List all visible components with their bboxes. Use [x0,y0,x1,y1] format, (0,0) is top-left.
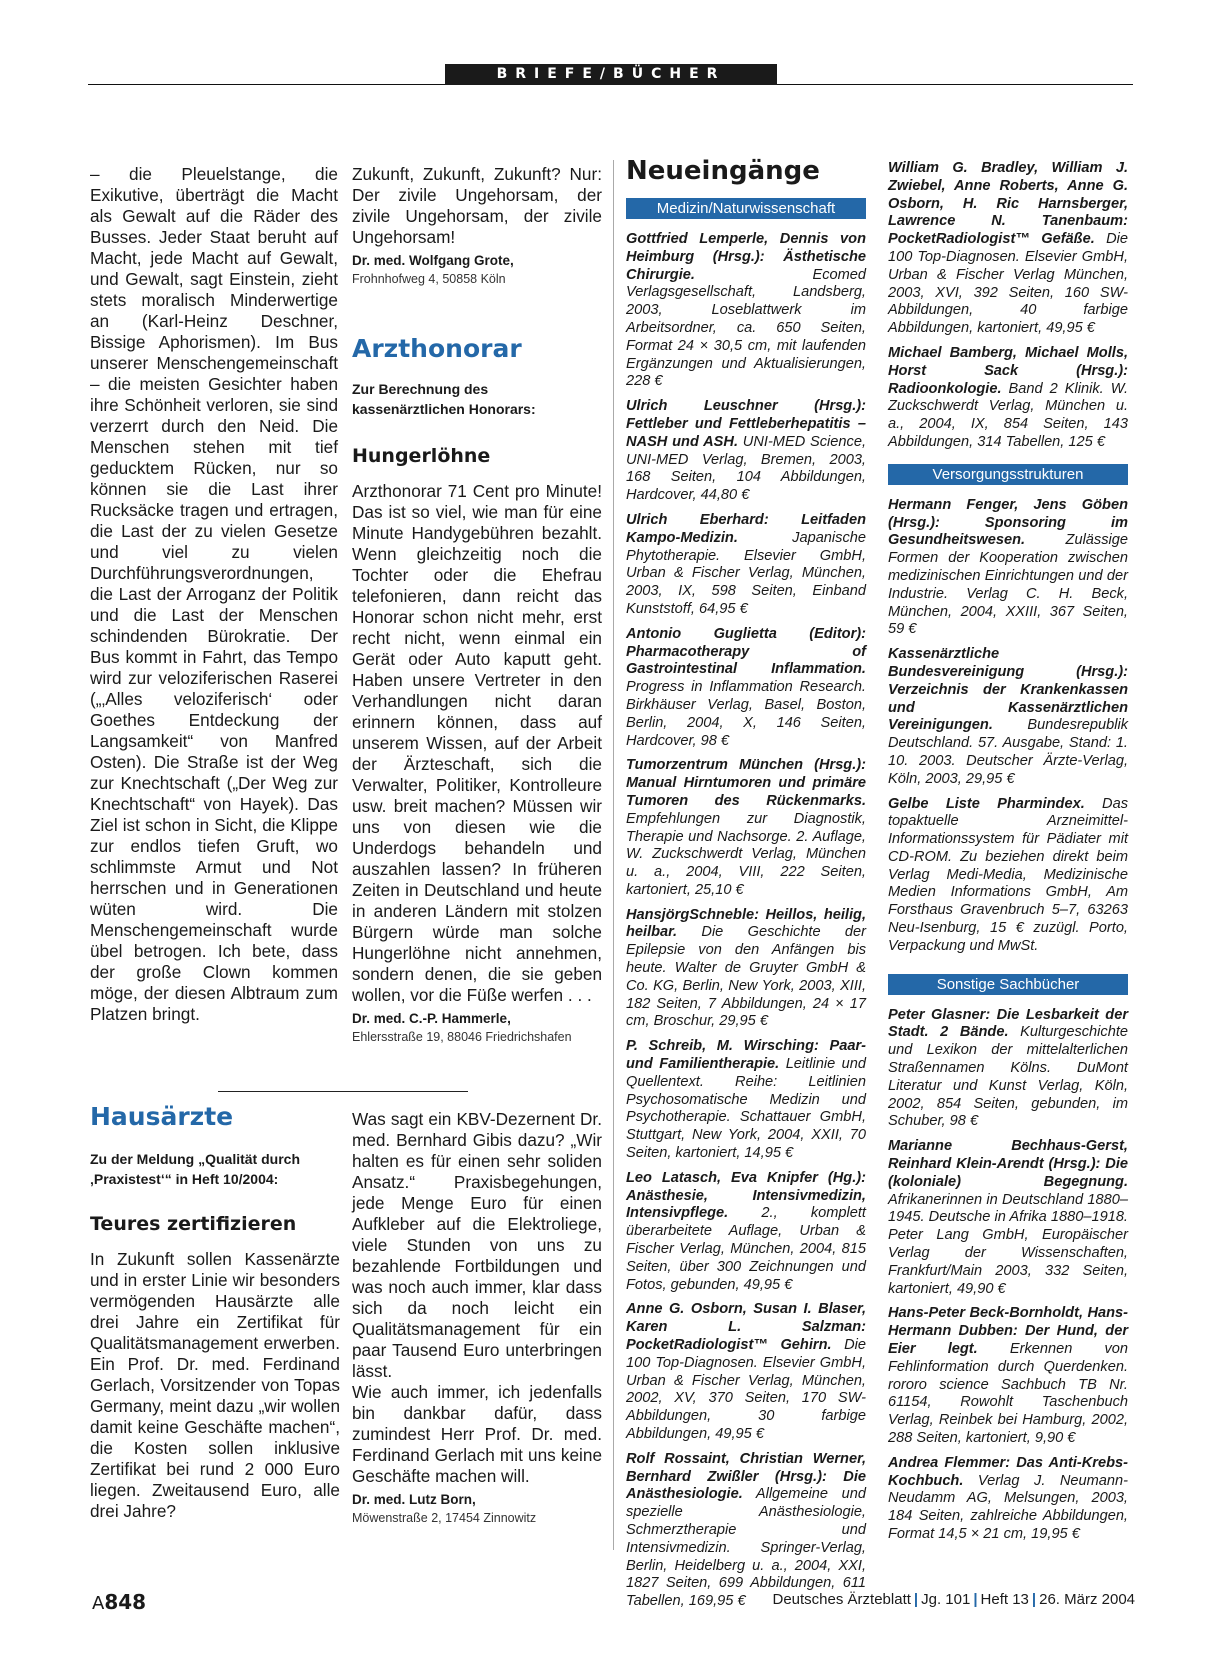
book-details: Afrikanerinnen in Deutschland 1880–1945. Deutsche in Afrika 1880–1918. Peter Lang GmbH, Europäischer Verlag der Wissenschaften, Frankfurt/Main 2003, 332 Seiten, kartoniert, 49,90 € [888,1191,1128,1297]
journal-footer [755,1591,1135,1608]
letter-column-1 [90,164,338,1064]
book-entry [888,345,1128,452]
book-author-title: HansjörgSchneble: Heillos, heilig, heilbar. [626,906,866,941]
signature-name: Dr. med. Lutz Born, [352,1492,476,1507]
letter-headline: Hungerlöhne [352,445,491,467]
page-num: 848 [104,1590,147,1614]
book-author-title: Gelbe Liste Pharmindex. [888,795,1085,812]
category-label: Versorgungsstrukturen [888,464,1128,485]
page-number [92,1590,146,1614]
journal-issue: Heft 13 [980,1591,1029,1608]
book-details: UNI-MED Science, UNI-MED Verlag, Bremen, 2003, 168 Seiten, 104 Abbildungen, Hardcover, 44,80 € [626,433,866,504]
book-list [888,497,1128,956]
book-entry [888,1305,1128,1447]
book-details: Das topaktuelle Arzneimittel-Informationssystem für Pädiater mit CD-ROM. Zu beziehen direkt beim Verlag Medi-Media, Medizinische Medien Informations GmbH, Am Forsthaus Gravenbruch 5–7, 63263 Neu-Isenburg, 15 € zuzügl. Porto, Verpackung und MwSt. [888,795,1128,954]
letter-text: In Zukunft sollen Kassenärzte und in erster Linie wir besonders vermögenden Hausärzte alle drei Jahre ein Zertifikat für Qualitätsmanagement erwerben. Ein Prof. Dr. med. Ferdinand Gerlach, Vorsitzender von Topas Germany, meint dazu „wir wollen damit keine Geschäfte machen“, die Kosten sollen inklusive Zertifikat bei rund 2 000 Euro liegen. Zweitausend Euro, alle drei Jahre? [90,1249,340,1521]
letter-text: Was sagt ein KBV-Dezernent Dr. med. Bernhard Gibis dazu? „Wir halten es für einen sehr soliden Ansatz.“ Praxisbegehungen, jede Menge Euro für einen Aufkleber auf die Elektroliege, viele Stunden von uns zu bezahlende Fortbildungen und was noch auch immer, klar dass sich da noch leicht ein Qualitätsmanagement für ein paar Tausend Euro unterbringen lässt. [352,1109,602,1381]
book-details: Ecomed Verlagsgesellschaft, Landsberg, 2003, Loseblattwerk im Arbeitsordner, ca. 650 Seiten, Format 24 × 30,5 cm, mit laufenden Ergänzungen und Aktualisierungen, 228 € [626,266,866,390]
neueingaenge-title: Neueingänge [626,156,820,186]
book-entry [888,497,1128,639]
book-details: Empfehlungen zur Diagnostik, Therapie und Nachsorge. 2. Auflage, W. Zuckschwerdt Verlag, München u. a., 2004, VIII, 222 Seiten, kartoniert, 25,10 € [626,810,866,898]
book-author-title: Anne G. Osborn, Susan I. Blaser, Karen L. Salzman: PocketRadiologist™ Gehirn. [626,1301,866,1354]
book-entry [888,646,1128,788]
book-details: Die 100 Top-Diagnosen. Elsevier GmbH, Urban & Fischer Verlag München, 2003, XVI, 392 Seiten, 160 SW-Abbildungen, 40 farbige Abbildungen, kartoniert, 49,95 € [888,231,1128,337]
book-entry [626,1301,866,1443]
section-title: Hausärzte [90,1102,234,1131]
book-entry [626,398,866,505]
book-author-title: Michael Bamberg, Michael Molls, Horst Sack (Hrsg.): Radioonkologie. [888,344,1128,397]
book-author-title: Hermann Fenger, Jens Göben (Hrsg.): Sponsoring im Gesundheitswesen. [888,496,1128,549]
book-entry [626,907,866,1032]
signature-address: Möwenstraße 2, 17454 Zinnowitz [352,1511,537,1525]
separator: | [973,1591,978,1608]
category-label: Sonstige Sachbücher [888,974,1128,995]
hausaerzte-column-1 [90,1102,340,1552]
book-details: Verlag J. Neumann-Neudamm AG, Melsungen, 2003, 184 Seiten, zahlreiche Abbildungen, Format 14,5 × 21 cm, 19,95 € [888,1472,1128,1542]
letter-text: Arzthonorar 71 Cent pro Minute! Das ist so viel, wie man für eine Minute Handygebühren bezahlt. Wenn gleichzeitig noch die Tochter oder die Ehefrau telefonieren, dann reicht das Honorar schon nicht mehr, erst recht nicht, wenn einmal ein Gerät oder Auto kaputt geht. Haben unsere Vertreter in den Verhandlungen nicht daran erinnern können, dass auf unserem Wissen, auf der Arbeit der Ärzteschaft, sich die Verwalter, Politiker, Kontrolleure usw. breit machen? Müssen wir uns von diesen wie die Underdogs behandeln und auszahlen lassen? In früheren Zeiten in Deutschland und heute in anderen Ländern mit stolzen Bürgern würde man solche Hungerlöhne nicht annehmen, sondern denen, die sie geben wollen, vor die Füße werfen . . . [352,481,602,1005]
book-list [626,231,866,1611]
letter-text: Zukunft, Zukunft, Zukunft? Nur: Der zivile Ungehorsam, der zivile Ungehorsam, der zivile Ungehorsam! [352,164,602,247]
section-header: BRIEFE/BÜCHER [445,64,777,85]
journal-volume: Jg. 101 [921,1591,971,1608]
journal-date: 26. März 2004 [1039,1591,1135,1608]
book-author-title: Ulrich Leuschner (Hrsg.): Fettleber und Fettleberhepatitis – NASH und ASH. [626,398,866,450]
book-author-title: P. Schreib, M. Wirsching: Paar- und Familientherapie. [626,1038,866,1073]
book-author-title: Ulrich Eberhard: Leitfaden Kampo-Medizin. [626,511,866,546]
book-details: Kulturgeschichte und Lexikon der mittelalterlichen Straßennamen Kölns. DuMont Literatur und Kunst Verlag, Köln, 2002, 854 Seiten, gebunden, im Schuber, 98 € [888,1024,1129,1130]
book-details: Erkennen von Fehlinformation durch Querdenken. rororo science Sachbuch TB Nr. 61154, Rowohlt Taschenbuch Verlag, Reinbek bei Hamburg, 2002, 288 Seiten, kartoniert, 9,90 € [888,1341,1128,1446]
book-entry [888,160,1128,338]
book-details: Bundesrepublik Deutschland. 57. Ausgabe, Stand: 1. 10. 2003. Deutscher Ärzte-Verlag, Köln, 2003, 29,95 € [888,717,1128,787]
signature-name: Dr. med. C.-P. Hammerle, [352,1011,511,1026]
arzthonorar-section [352,334,602,1046]
signature-address: Ehlersstraße 19, 88046 Friedrichshafen [352,1030,572,1044]
book-list [888,1007,1128,1544]
section-title: Arzthonorar [352,334,522,363]
category-label: Medizin/Naturwissenschaft [626,198,866,219]
book-author-title: Marianne Bechhaus-Gerst, Reinhard Klein-Arendt (Hrsg.): Die (koloniale) Begegnung. [888,1138,1128,1190]
book-entry [626,626,866,751]
book-list [888,160,1128,452]
book-entry [888,1138,1128,1298]
book-author-title: Rolf Rossaint, Christian Werner, Bernhard Zwißler (Hrsg.): Die Anästhesiologie. [626,1450,866,1503]
book-details: Zulässige Formen der Kooperation zwischen medizinischen Einrichtungen und der Industrie. Verlag C. H. Beck, München, 2004, XXIII, 367 Seiten, 59 € [888,532,1128,638]
book-entry [626,1038,866,1163]
book-details: 2., komplett überarbeitete Auflage, Urban & Fischer Verlag, München, 2004, 815 Seiten, über 300 Zeichnungen und Fotos, gebunden, 49,95 € [626,1205,866,1293]
book-entry [888,796,1128,956]
book-details: Progress in Inflammation Research. Birkhäuser Verlag, Basel, Boston, Berlin, 2004, X, 146 Seiten, Hardcover, 98 € [626,679,866,749]
letter-headline: Teures zertifizieren [90,1213,297,1235]
book-entry [626,1451,866,1611]
book-entry [626,757,866,899]
page-prefix: A [92,1593,105,1614]
book-entry [888,1007,1128,1132]
column-divider [613,160,614,1550]
book-author-title: Leo Latasch, Eva Knipfer (Hg.): Anästhesie, Intensivmedizin, Intensivpflege. [626,1169,866,1222]
letter-text: Wie auch immer, ich jedenfalls bin dankbar dafür, dass zumindest Herr Prof. Dr. med. Ferdinand Gerlach mit uns keine Geschäfte machen will. [352,1382,602,1486]
book-entry [626,512,866,619]
book-author-title: William G. Bradley, William J. Zwiebel, Anne Roberts, Anne G. Osborn, H. Ric Harnsberger, Lawrence N. Tanenbaum: PocketRadiologist™ Gefäße. [888,160,1128,248]
neueingaenge-column-b [888,160,1128,1560]
letter-column-2 [352,164,602,1074]
book-entry [626,231,866,391]
book-author-title: Andrea Flemmer: Das Anti-Krebs-Kochbuch. [888,1454,1128,1489]
book-details: Allgemeine und spezielle Anästhesiologie, Schmerztherapie und Intensivmedizin. Springer-Verlag, Berlin, Heidelberg u. a., 2004, XXI, 1827 Seiten, 699 Abbildungen, 611 Tabellen, 169,95 € [626,1486,866,1610]
book-author-title: Peter Glasner: Die Lesbarkeit der Stadt. 2 Bände. [888,1006,1128,1041]
book-author-title: Gottfried Lemperle, Dennis von Heimburg (Hrsg.): Ästhetische Chirurgie. [626,231,866,283]
separator: | [913,1591,919,1608]
book-details: Band 2 Klinik. W. Zuckschwerdt Verlag, München u. a., 2004, IX, 854 Seiten, 143 Abbildungen, 314 Tabellen, 125 € [888,380,1128,450]
book-entry [888,1455,1128,1544]
signature-address: Frohnhofweg 4, 50858 Köln [352,272,506,286]
hausaerzte-column-2 [352,1109,602,1549]
reference-line: Zu der Meldung „Qualität durch ‚Praxistest‘“ in Heft 10/2004: [90,1151,300,1187]
signature-name: Dr. med. Wolfgang Grote, [352,253,514,268]
book-author-title: Tumorzentrum München (Hrsg.): Manual Hirntumoren und primäre Tumoren des Rückenmarks. [626,757,866,809]
book-author-title: Hans-Peter Beck-Bornholdt, Hans-Hermann Dubben: Der Hund, der Eier legt. [888,1305,1128,1358]
book-details: Die 100 Top-Diagnosen. Elsevier GmbH, Urban & Fischer Verlag, München, 2002, XV, 370 Seiten, 170 SW-Abbildungen, 30 farbige Abbildungen, 49,95 € [626,1337,866,1442]
book-author-title: Antonio Guglietta (Editor): Pharmacotherapy of Gastrointestinal Inflammation. [626,625,866,678]
book-author-title: Kassenärztliche Bundesvereinigung (Hrsg.): Verzeichnis der Krankenkassen und Kassenärztlichen Vereinigungen. [888,646,1128,734]
reference-line: Zur Berechnung des kassenärztlichen Honorars: [352,381,536,417]
journal-name: Deutsches Ärzteblatt [772,1591,911,1608]
letter-text: – die Pleuelstange, die Exikutive, überträgt die Macht als Gewalt auf die Räder des Busses. Jeder Staat beruht auf Macht, jede Macht auf Gewalt, und Gewalt, sagt Einstein, zieht stets moralisch Minderwertige an (Karl-Heinz Deschner, Bissige Aphorismen). Im Bus unserer Menschengemeinschaft – die meisten Gesichter haben ihre Schönheit verloren, sie sind verzerrt durch den Neid. Die Menschen stehen mit tief geducktem Rücken, nur so können sie die Last ihrer Rucksäcke tragen und ertragen, die Last der zu vielen Gesetze und viel zu vielen Durchführungsverordnungen, die Last der Arroganz der Politik und die Last der Menschen schindenden Bürokratie. Der Bus kommt in Fahrt, das Tempo wird zur veloziferischen Raserei („‚Alles veloziferisch‘ oder Goethes Entdeckung der Langsamkeit“ von Manfred Osten). Die Straße ist der Weg zur Knechtschaft („Der Weg zur Knechtschaft“ von Hayek). Das Ziel ist schon in Sicht, die Klippe zur endlos tiefen Gruft, wo schlimmste Armut und Not herrschen und in Generationen wüten wird. Die Menschengemeinschaft wurde übel betrogen. Ich bete, dass der große Clown kommen möge, der diesen Albtraum zum Platzen bringt. [90,164,338,1024]
book-entry [626,1170,866,1295]
section-divider [218,1091,468,1092]
book-details: Die Geschichte der Epilepsie von den Anfängen bis heute. Walter de Gruyter GmbH & Co. KG, Berlin, New York, 2003, XIII, 182 Seiten, 7 Abbildungen, 24 × 17 cm, Broschur, 29,95 € [626,924,866,1030]
book-details: Japanische Phytotherapie. Elsevier GmbH, Urban & Fischer Verlag, München, 2003, IX, 598 Seiten, Einband Kunststoff, 64,95 € [626,529,866,617]
separator: | [1031,1591,1037,1608]
book-details: Leitlinie und Quellentext. Reihe: Leitlinien Psychosomatische Medizin und Psychotherapie. Schattauer GmbH, Stuttgart, New York, 2004, XXII, 70 Seiten, kartoniert, 14,95 € [626,1056,866,1162]
